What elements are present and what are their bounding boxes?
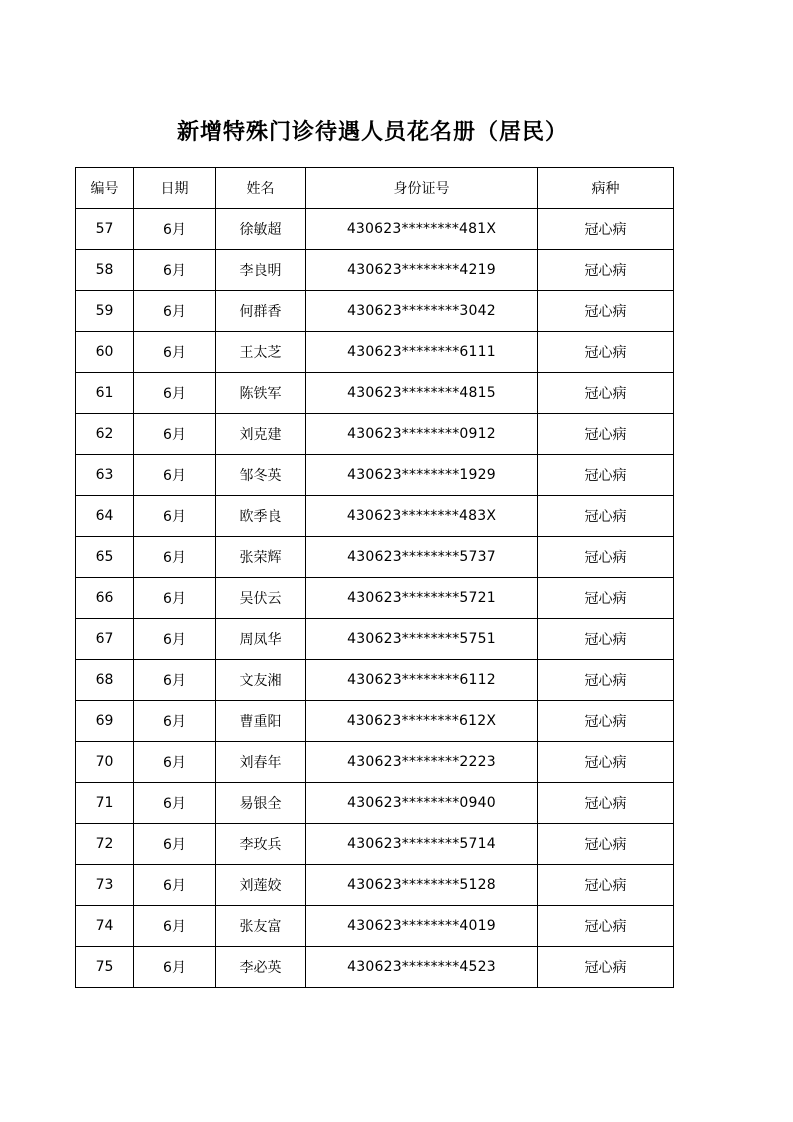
cell-number: 61 — [76, 373, 134, 414]
cell-date: 6月 — [134, 250, 216, 291]
cell-name: 吴伏云 — [216, 578, 306, 619]
cell-date: 6月 — [134, 619, 216, 660]
cell-id-number: 430623********5721 — [306, 578, 538, 619]
cell-disease: 冠心病 — [538, 332, 674, 373]
cell-number: 65 — [76, 537, 134, 578]
cell-number: 63 — [76, 455, 134, 496]
table-body — [76, 209, 674, 988]
header-disease: 病种 — [538, 168, 674, 209]
cell-number: 62 — [76, 414, 134, 455]
cell-number: 71 — [76, 783, 134, 824]
cell-disease: 冠心病 — [538, 291, 674, 332]
cell-name: 文友湘 — [216, 660, 306, 701]
cell-disease: 冠心病 — [538, 865, 674, 906]
table-row — [76, 824, 674, 865]
cell-id-number: 430623********3042 — [306, 291, 538, 332]
cell-number: 69 — [76, 701, 134, 742]
cell-id-number: 430623********612X — [306, 701, 538, 742]
cell-date: 6月 — [134, 742, 216, 783]
header-id-number: 身份证号 — [306, 168, 538, 209]
cell-number: 66 — [76, 578, 134, 619]
cell-date: 6月 — [134, 824, 216, 865]
cell-name: 张荣辉 — [216, 537, 306, 578]
table-row — [76, 414, 674, 455]
cell-id-number: 430623********0912 — [306, 414, 538, 455]
table-header-row — [76, 168, 674, 209]
cell-name: 徐敏超 — [216, 209, 306, 250]
cell-name: 何群香 — [216, 291, 306, 332]
cell-id-number: 430623********4815 — [306, 373, 538, 414]
cell-number: 64 — [76, 496, 134, 537]
table-row — [76, 209, 674, 250]
cell-date: 6月 — [134, 373, 216, 414]
table-row — [76, 783, 674, 824]
cell-name: 邹冬英 — [216, 455, 306, 496]
cell-date: 6月 — [134, 783, 216, 824]
cell-date: 6月 — [134, 906, 216, 947]
cell-id-number: 430623********483X — [306, 496, 538, 537]
cell-name: 周凤华 — [216, 619, 306, 660]
cell-number: 72 — [76, 824, 134, 865]
cell-name: 李必英 — [216, 947, 306, 988]
cell-number: 70 — [76, 742, 134, 783]
table-row — [76, 660, 674, 701]
cell-date: 6月 — [134, 496, 216, 537]
cell-name: 刘春年 — [216, 742, 306, 783]
cell-date: 6月 — [134, 455, 216, 496]
cell-disease: 冠心病 — [538, 414, 674, 455]
cell-number: 57 — [76, 209, 134, 250]
cell-id-number: 430623********4523 — [306, 947, 538, 988]
table-row — [76, 332, 674, 373]
cell-number: 73 — [76, 865, 134, 906]
table-row — [76, 619, 674, 660]
cell-id-number: 430623********5751 — [306, 619, 538, 660]
cell-id-number: 430623********4019 — [306, 906, 538, 947]
table-row — [76, 455, 674, 496]
cell-date: 6月 — [134, 865, 216, 906]
cell-date: 6月 — [134, 291, 216, 332]
cell-name: 刘克建 — [216, 414, 306, 455]
cell-disease: 冠心病 — [538, 701, 674, 742]
cell-name: 王太芝 — [216, 332, 306, 373]
cell-disease: 冠心病 — [538, 250, 674, 291]
table-row — [76, 373, 674, 414]
cell-disease: 冠心病 — [538, 373, 674, 414]
cell-disease: 冠心病 — [538, 619, 674, 660]
cell-name: 陈铁军 — [216, 373, 306, 414]
cell-date: 6月 — [134, 701, 216, 742]
cell-number: 58 — [76, 250, 134, 291]
cell-name: 李玫兵 — [216, 824, 306, 865]
cell-name: 欧季良 — [216, 496, 306, 537]
cell-disease: 冠心病 — [538, 824, 674, 865]
cell-disease: 冠心病 — [538, 537, 674, 578]
table-row — [76, 291, 674, 332]
cell-date: 6月 — [134, 414, 216, 455]
cell-number: 75 — [76, 947, 134, 988]
table-row — [76, 701, 674, 742]
cell-id-number: 430623********5714 — [306, 824, 538, 865]
table-row — [76, 537, 674, 578]
roster-table — [75, 167, 674, 988]
cell-date: 6月 — [134, 660, 216, 701]
header-name: 姓名 — [216, 168, 306, 209]
header-date: 日期 — [134, 168, 216, 209]
cell-name: 李良明 — [216, 250, 306, 291]
table-row — [76, 250, 674, 291]
table-row — [76, 865, 674, 906]
cell-date: 6月 — [134, 332, 216, 373]
header-number: 编号 — [76, 168, 134, 209]
cell-name: 易银全 — [216, 783, 306, 824]
cell-id-number: 430623********481X — [306, 209, 538, 250]
table-row — [76, 578, 674, 619]
cell-disease: 冠心病 — [538, 742, 674, 783]
cell-id-number: 430623********5737 — [306, 537, 538, 578]
cell-disease: 冠心病 — [538, 660, 674, 701]
cell-disease: 冠心病 — [538, 783, 674, 824]
cell-number: 67 — [76, 619, 134, 660]
cell-id-number: 430623********0940 — [306, 783, 538, 824]
cell-id-number: 430623********5128 — [306, 865, 538, 906]
cell-id-number: 430623********4219 — [306, 250, 538, 291]
cell-disease: 冠心病 — [538, 906, 674, 947]
cell-date: 6月 — [134, 578, 216, 619]
cell-disease: 冠心病 — [538, 947, 674, 988]
cell-disease: 冠心病 — [538, 496, 674, 537]
cell-number: 68 — [76, 660, 134, 701]
cell-number: 60 — [76, 332, 134, 373]
cell-disease: 冠心病 — [538, 578, 674, 619]
cell-disease: 冠心病 — [538, 455, 674, 496]
cell-name: 刘莲姣 — [216, 865, 306, 906]
cell-date: 6月 — [134, 947, 216, 988]
cell-name: 张友富 — [216, 906, 306, 947]
table-row — [76, 742, 674, 783]
cell-id-number: 430623********1929 — [306, 455, 538, 496]
cell-id-number: 430623********2223 — [306, 742, 538, 783]
cell-id-number: 430623********6111 — [306, 332, 538, 373]
table-row — [76, 496, 674, 537]
cell-disease: 冠心病 — [538, 209, 674, 250]
table-row — [76, 947, 674, 988]
document-title: 新增特殊门诊待遇人员花名册（居民） — [176, 119, 568, 145]
table-row — [76, 906, 674, 947]
cell-name: 曹重阳 — [216, 701, 306, 742]
cell-id-number: 430623********6112 — [306, 660, 538, 701]
cell-date: 6月 — [134, 537, 216, 578]
cell-number: 59 — [76, 291, 134, 332]
cell-date: 6月 — [134, 209, 216, 250]
cell-number: 74 — [76, 906, 134, 947]
